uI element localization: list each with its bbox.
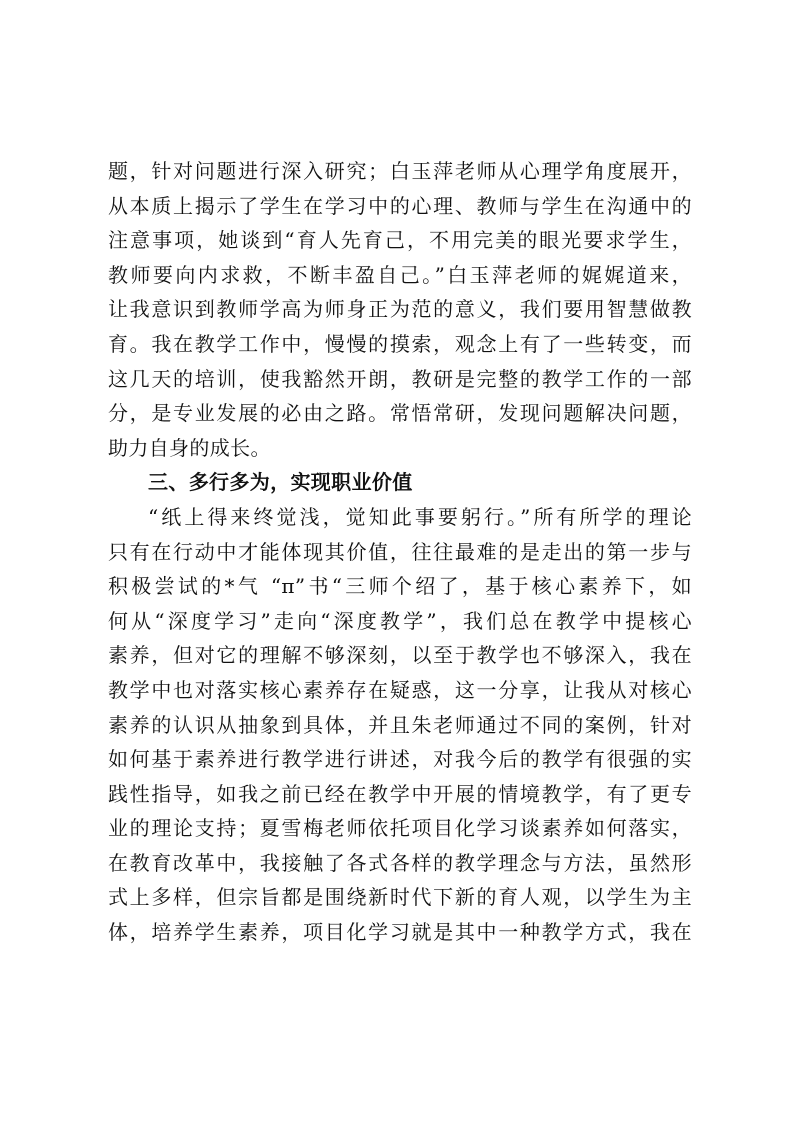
paragraph-line: 这几天的培训，使我豁然开朗，教研是完整的教学工作的一部 (108, 366, 692, 391)
paragraph-line: 如何基于素养进行教学进行讲述，对我今后的教学有很强的实 (108, 747, 692, 772)
paragraph-line: 式上多样，但宗旨都是围绕新时代下新的育人观，以学生为主 (108, 885, 692, 910)
paragraph-line: 注意事项，她谈到“育人先育己，不用完美的眼光要求学生， (108, 228, 692, 253)
paragraph-line: 只有在行动中才能体现其价值，往往最难的是走出的第一步与 (108, 539, 692, 564)
paragraph-line: 助力自身的成长。 (108, 435, 271, 460)
section-heading: 三、多行多为，实现职业价值 (148, 470, 413, 495)
paragraph-line: 题，针对问题进行深入研究；白玉萍老师从心理学角度展开， (108, 159, 692, 183)
body-text (108, 154, 692, 950)
paragraph-line: 分，是专业发展的必由之路。常悟常研，发现问题解决问题， (108, 401, 692, 426)
paragraph-line: 体，培养学生素养，项目化学习就是其中一种教学方式，我在 (108, 920, 692, 945)
paragraph-line: “纸上得来终觉浅，觉知此事要躬行。”所有所学的理论 (148, 504, 692, 529)
paragraph-line: 教师要向内求救，不断丰盈自己。”白玉萍老师的娓娓道来， (108, 262, 692, 287)
paragraph-line: 业的理论支持；夏雪梅老师依托项目化学习谈素养如何落实， (108, 816, 692, 841)
paragraph-line: 教学中也对落实核心素养存在疑惑，这一分享，让我从对核心 (108, 677, 692, 702)
paragraph-line: 让我意识到教师学高为师身正为范的意义，我们要用智慧做教 (108, 297, 692, 322)
paragraph-line: 育。我在教学工作中，慢慢的摸索，观念上有了一些转变，而 (108, 331, 692, 356)
paragraph-line: 在教育改革中，我接触了各式各样的教学理念与方法，虽然形 (108, 850, 692, 875)
paragraph-line: 素养，但对它的理解不够深刻，以至于教学也不够深入，我在 (108, 643, 692, 668)
paragraph-line: 践性指导，如我之前已经在教学中开展的情境教学，有了更专 (108, 781, 692, 806)
paragraph-line: 从本质上揭示了学生在学习中的心理、教师与学生在沟通中的 (108, 193, 692, 218)
paragraph-line: 积极尝试的*气 “π”书“三师个绍了，基于核心素养下，如 (108, 574, 692, 599)
paragraph-line: 素养的认识从抽象到具体，并且朱老师通过不同的案例，针对 (108, 712, 692, 737)
paragraph-line: 何从“深度学习”走向“深度教学”，我们总在教学中提核心 (108, 608, 692, 633)
